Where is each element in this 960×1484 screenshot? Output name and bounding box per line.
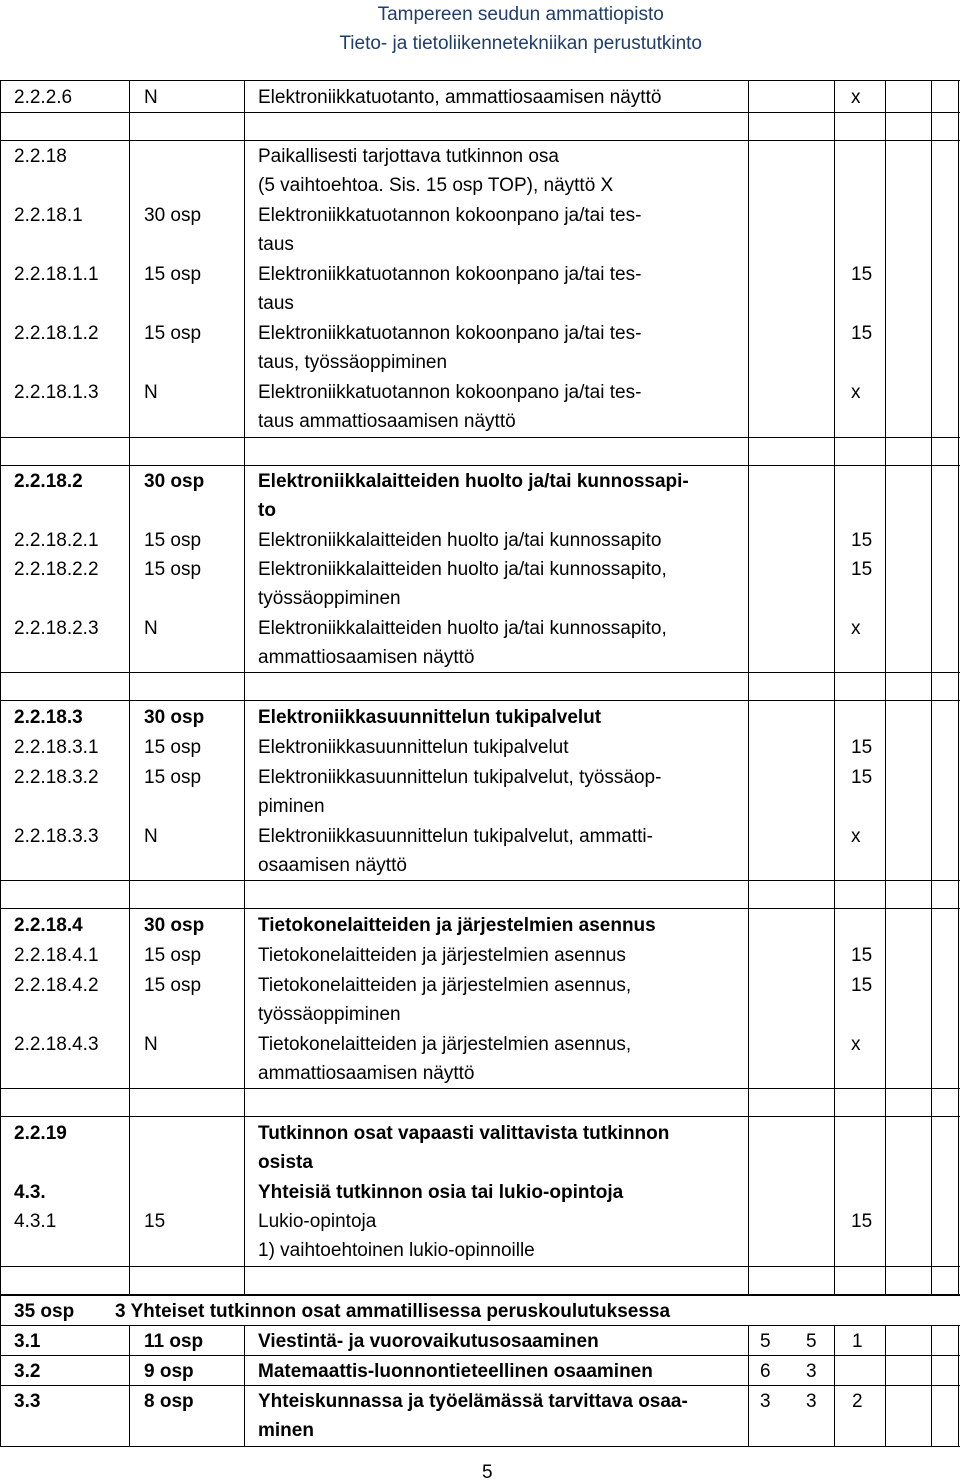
module-name: 1) vaihtoehtoinen lukio-opinnoille xyxy=(258,1240,535,1261)
module-code: 2.2.19 xyxy=(14,1123,67,1144)
module-code: 2.2.18.4 xyxy=(14,915,83,936)
module-name: Elektroniikkasuunnittelun tukipalvelut, ammatti- xyxy=(258,826,653,847)
credits: 11 osp xyxy=(144,1331,204,1352)
value: x xyxy=(851,87,861,108)
module-name: Elektroniikkatuotannon kokoonpano ja/tai tes- xyxy=(258,323,642,344)
module-name: taus, työssäoppiminen xyxy=(258,352,448,373)
module-code: 2.2.18.2.3 xyxy=(14,618,99,639)
table-rule xyxy=(0,1266,960,1267)
credits: 30 osp xyxy=(144,471,205,492)
module-code: 2.2.18.1.1 xyxy=(14,264,99,285)
value: x xyxy=(851,618,861,639)
module-code: 4.3. xyxy=(14,1182,46,1203)
module-code: 2.2.18.3 xyxy=(14,707,83,728)
module-code: 2.2.18.1 xyxy=(14,205,83,226)
table-rule xyxy=(0,1446,960,1447)
value-2: 3 xyxy=(806,1361,817,1382)
column-divider xyxy=(0,80,1,1446)
table-rule xyxy=(0,1294,960,1296)
credits: 30 osp xyxy=(144,707,205,728)
module-code: 35 osp xyxy=(14,1301,75,1322)
value: 15 xyxy=(851,1211,873,1232)
module-code: 2.2.18.1.2 xyxy=(14,323,99,344)
module-name: Elektroniikkalaitteiden huolto ja/tai kunnossapito xyxy=(258,530,662,551)
value-1: 5 xyxy=(760,1331,771,1352)
module-name: taus xyxy=(258,293,294,314)
column-divider xyxy=(244,80,245,1294)
credits: 15 osp xyxy=(144,530,202,551)
value-3: 1 xyxy=(852,1331,863,1352)
module-name: osista xyxy=(258,1152,313,1173)
module-name: Elektroniikkatuotanto, ammattiosaamisen näyttö xyxy=(258,87,662,108)
module-name: Tietokonelaitteiden ja järjestelmien asennus xyxy=(258,945,626,966)
table-rule xyxy=(0,112,960,113)
module-name: Elektroniikkatuotannon kokoonpano ja/tai tes- xyxy=(258,205,642,226)
value: x xyxy=(851,382,861,403)
module-name: työssäoppiminen xyxy=(258,588,401,609)
credits: 15 osp xyxy=(144,737,202,758)
credits: 30 osp xyxy=(144,915,205,936)
table-rule xyxy=(0,437,960,438)
column-divider xyxy=(834,80,835,1294)
module-code: 2.2.2.6 xyxy=(14,87,73,108)
credits: 30 osp xyxy=(144,205,202,226)
credits: 15 osp xyxy=(144,559,202,580)
credits: N xyxy=(144,1034,158,1055)
credits: N xyxy=(144,87,158,108)
module-name: Tietokonelaitteiden ja järjestelmien asennus xyxy=(258,915,656,936)
value: x xyxy=(851,1034,861,1055)
module-name: Tutkinnon osat vapaasti valittavista tutkinnon xyxy=(258,1123,670,1144)
module-name: Tietokonelaitteiden ja järjestelmien asennus, xyxy=(258,975,632,996)
table-rule xyxy=(0,908,960,909)
value-1: 6 xyxy=(760,1361,771,1382)
credits: 15 xyxy=(144,1211,166,1232)
column-divider xyxy=(885,1325,886,1446)
value: 15 xyxy=(851,945,873,966)
module-name: taus ammattiosaamisen näyttö xyxy=(258,411,516,432)
value: 15 xyxy=(851,530,873,551)
document-header xyxy=(339,0,702,58)
column-divider xyxy=(958,1325,959,1446)
module-name: Elektroniikkasuunnittelun tukipalvelut, työssäop- xyxy=(258,767,662,788)
table-rule xyxy=(0,1088,960,1089)
module-name: Elektroniikkalaitteiden huolto ja/tai kunnossapito, xyxy=(258,618,667,639)
module-name: Elektroniikkatuotannon kokoonpano ja/tai tes- xyxy=(258,264,642,285)
module-name: Paikallisesti tarjottava tutkinnon osa xyxy=(258,146,559,167)
module-code: 4.3.1 xyxy=(14,1211,57,1232)
value: 15 xyxy=(851,323,873,344)
credits: N xyxy=(144,826,158,847)
column-divider xyxy=(885,80,886,1294)
module-name: Elektroniikkalaitteiden huolto ja/tai kunnossapi- xyxy=(258,471,689,492)
module-name: Lukio-opintoja xyxy=(258,1211,377,1232)
credits: 9 osp xyxy=(144,1361,194,1382)
module-code: 2.2.18.4.1 xyxy=(14,945,99,966)
value-1: 3 xyxy=(760,1391,771,1412)
value: x xyxy=(851,826,861,847)
page-number: 5 xyxy=(482,1462,493,1483)
credits: 15 osp xyxy=(144,945,202,966)
table-rule xyxy=(0,672,960,673)
module-code: 2.2.18.4.2 xyxy=(14,975,99,996)
module-name: Elektroniikkasuunnittelun tukipalvelut xyxy=(258,707,602,728)
module-code: 2.2.18.2.1 xyxy=(14,530,99,551)
module-name: minen xyxy=(258,1420,314,1441)
module-name: Tietokonelaitteiden ja järjestelmien asennus, xyxy=(258,1034,632,1055)
value: 15 xyxy=(851,737,873,758)
credits: 15 osp xyxy=(144,767,202,788)
credits: 15 osp xyxy=(144,323,202,344)
column-divider xyxy=(244,1325,245,1446)
table-rule xyxy=(0,465,960,466)
table-rule xyxy=(0,140,960,141)
credits: N xyxy=(144,382,158,403)
module-name: ammattiosaamisen näyttö xyxy=(258,647,475,668)
module-name: Elektroniikkatuotannon kokoonpano ja/tai tes- xyxy=(258,382,642,403)
value-2: 5 xyxy=(806,1331,817,1352)
module-name: 3 Yhteiset tutkinnon osat ammatillisessa peruskoulutuksessa xyxy=(115,1301,671,1322)
module-code: 2.2.18.2.2 xyxy=(14,559,99,580)
module-name: Viestintä- ja vuorovaikutusosaaminen xyxy=(258,1331,599,1352)
module-name: to xyxy=(258,500,276,521)
module-code: 2.2.18.1.3 xyxy=(14,382,99,403)
header-degree: Tieto- ja tietoliikennetekniikan perustutkinto xyxy=(339,33,702,54)
value: 15 xyxy=(851,975,873,996)
column-divider xyxy=(931,1325,932,1446)
table-rule xyxy=(0,880,960,881)
module-code: 3.3 xyxy=(14,1391,41,1412)
module-name: Elektroniikkasuunnittelun tukipalvelut xyxy=(258,737,569,758)
table-rule xyxy=(0,80,960,81)
module-code: 3.2 xyxy=(14,1361,41,1382)
module-code: 2.2.18.2 xyxy=(14,471,83,492)
module-name: Yhteiskunnassa ja työelämässä tarvittava osaa- xyxy=(258,1391,688,1412)
value: 15 xyxy=(851,767,873,788)
module-name: osaamisen näyttö xyxy=(258,855,407,876)
column-divider xyxy=(958,80,959,1294)
module-code: 2.2.18 xyxy=(14,146,67,167)
module-code: 2.2.18.3.3 xyxy=(14,826,99,847)
credits: N xyxy=(144,618,158,639)
module-code: 3.1 xyxy=(14,1331,41,1352)
module-code: 2.2.18.3.2 xyxy=(14,767,99,788)
credits: 15 osp xyxy=(144,975,202,996)
column-divider xyxy=(129,80,130,1294)
module-code: 2.2.18.4.3 xyxy=(14,1034,99,1055)
column-divider xyxy=(748,1325,749,1446)
module-name: Yhteisiä tutkinnon osia tai lukio-opintoja xyxy=(258,1182,624,1203)
module-name: ammattiosaamisen näyttö xyxy=(258,1063,475,1084)
module-name: Matemaattis-luonnontieteellinen osaaminen xyxy=(258,1361,653,1382)
value-2: 3 xyxy=(806,1391,817,1412)
value: 15 xyxy=(851,559,873,580)
credits: 8 osp xyxy=(144,1391,194,1412)
credits: 15 osp xyxy=(144,264,202,285)
value-3: 2 xyxy=(852,1391,863,1412)
column-divider xyxy=(129,1325,130,1446)
column-divider xyxy=(931,80,932,1294)
module-name: Elektroniikkalaitteiden huolto ja/tai kunnossapito, xyxy=(258,559,667,580)
header-school: Tampereen seudun ammattiopisto xyxy=(377,4,664,25)
column-divider xyxy=(748,80,749,1294)
module-name: (5 vaihtoehtoa. Sis. 15 osp TOP), näyttö X xyxy=(258,175,614,196)
module-name: työssäoppiminen xyxy=(258,1004,401,1025)
table-rule xyxy=(0,1116,960,1117)
module-code: 2.2.18.3.1 xyxy=(14,737,99,758)
column-divider xyxy=(834,1325,835,1446)
value: 15 xyxy=(851,264,873,285)
table-rule xyxy=(0,700,960,701)
module-name: piminen xyxy=(258,796,325,817)
module-name: taus xyxy=(258,234,294,255)
